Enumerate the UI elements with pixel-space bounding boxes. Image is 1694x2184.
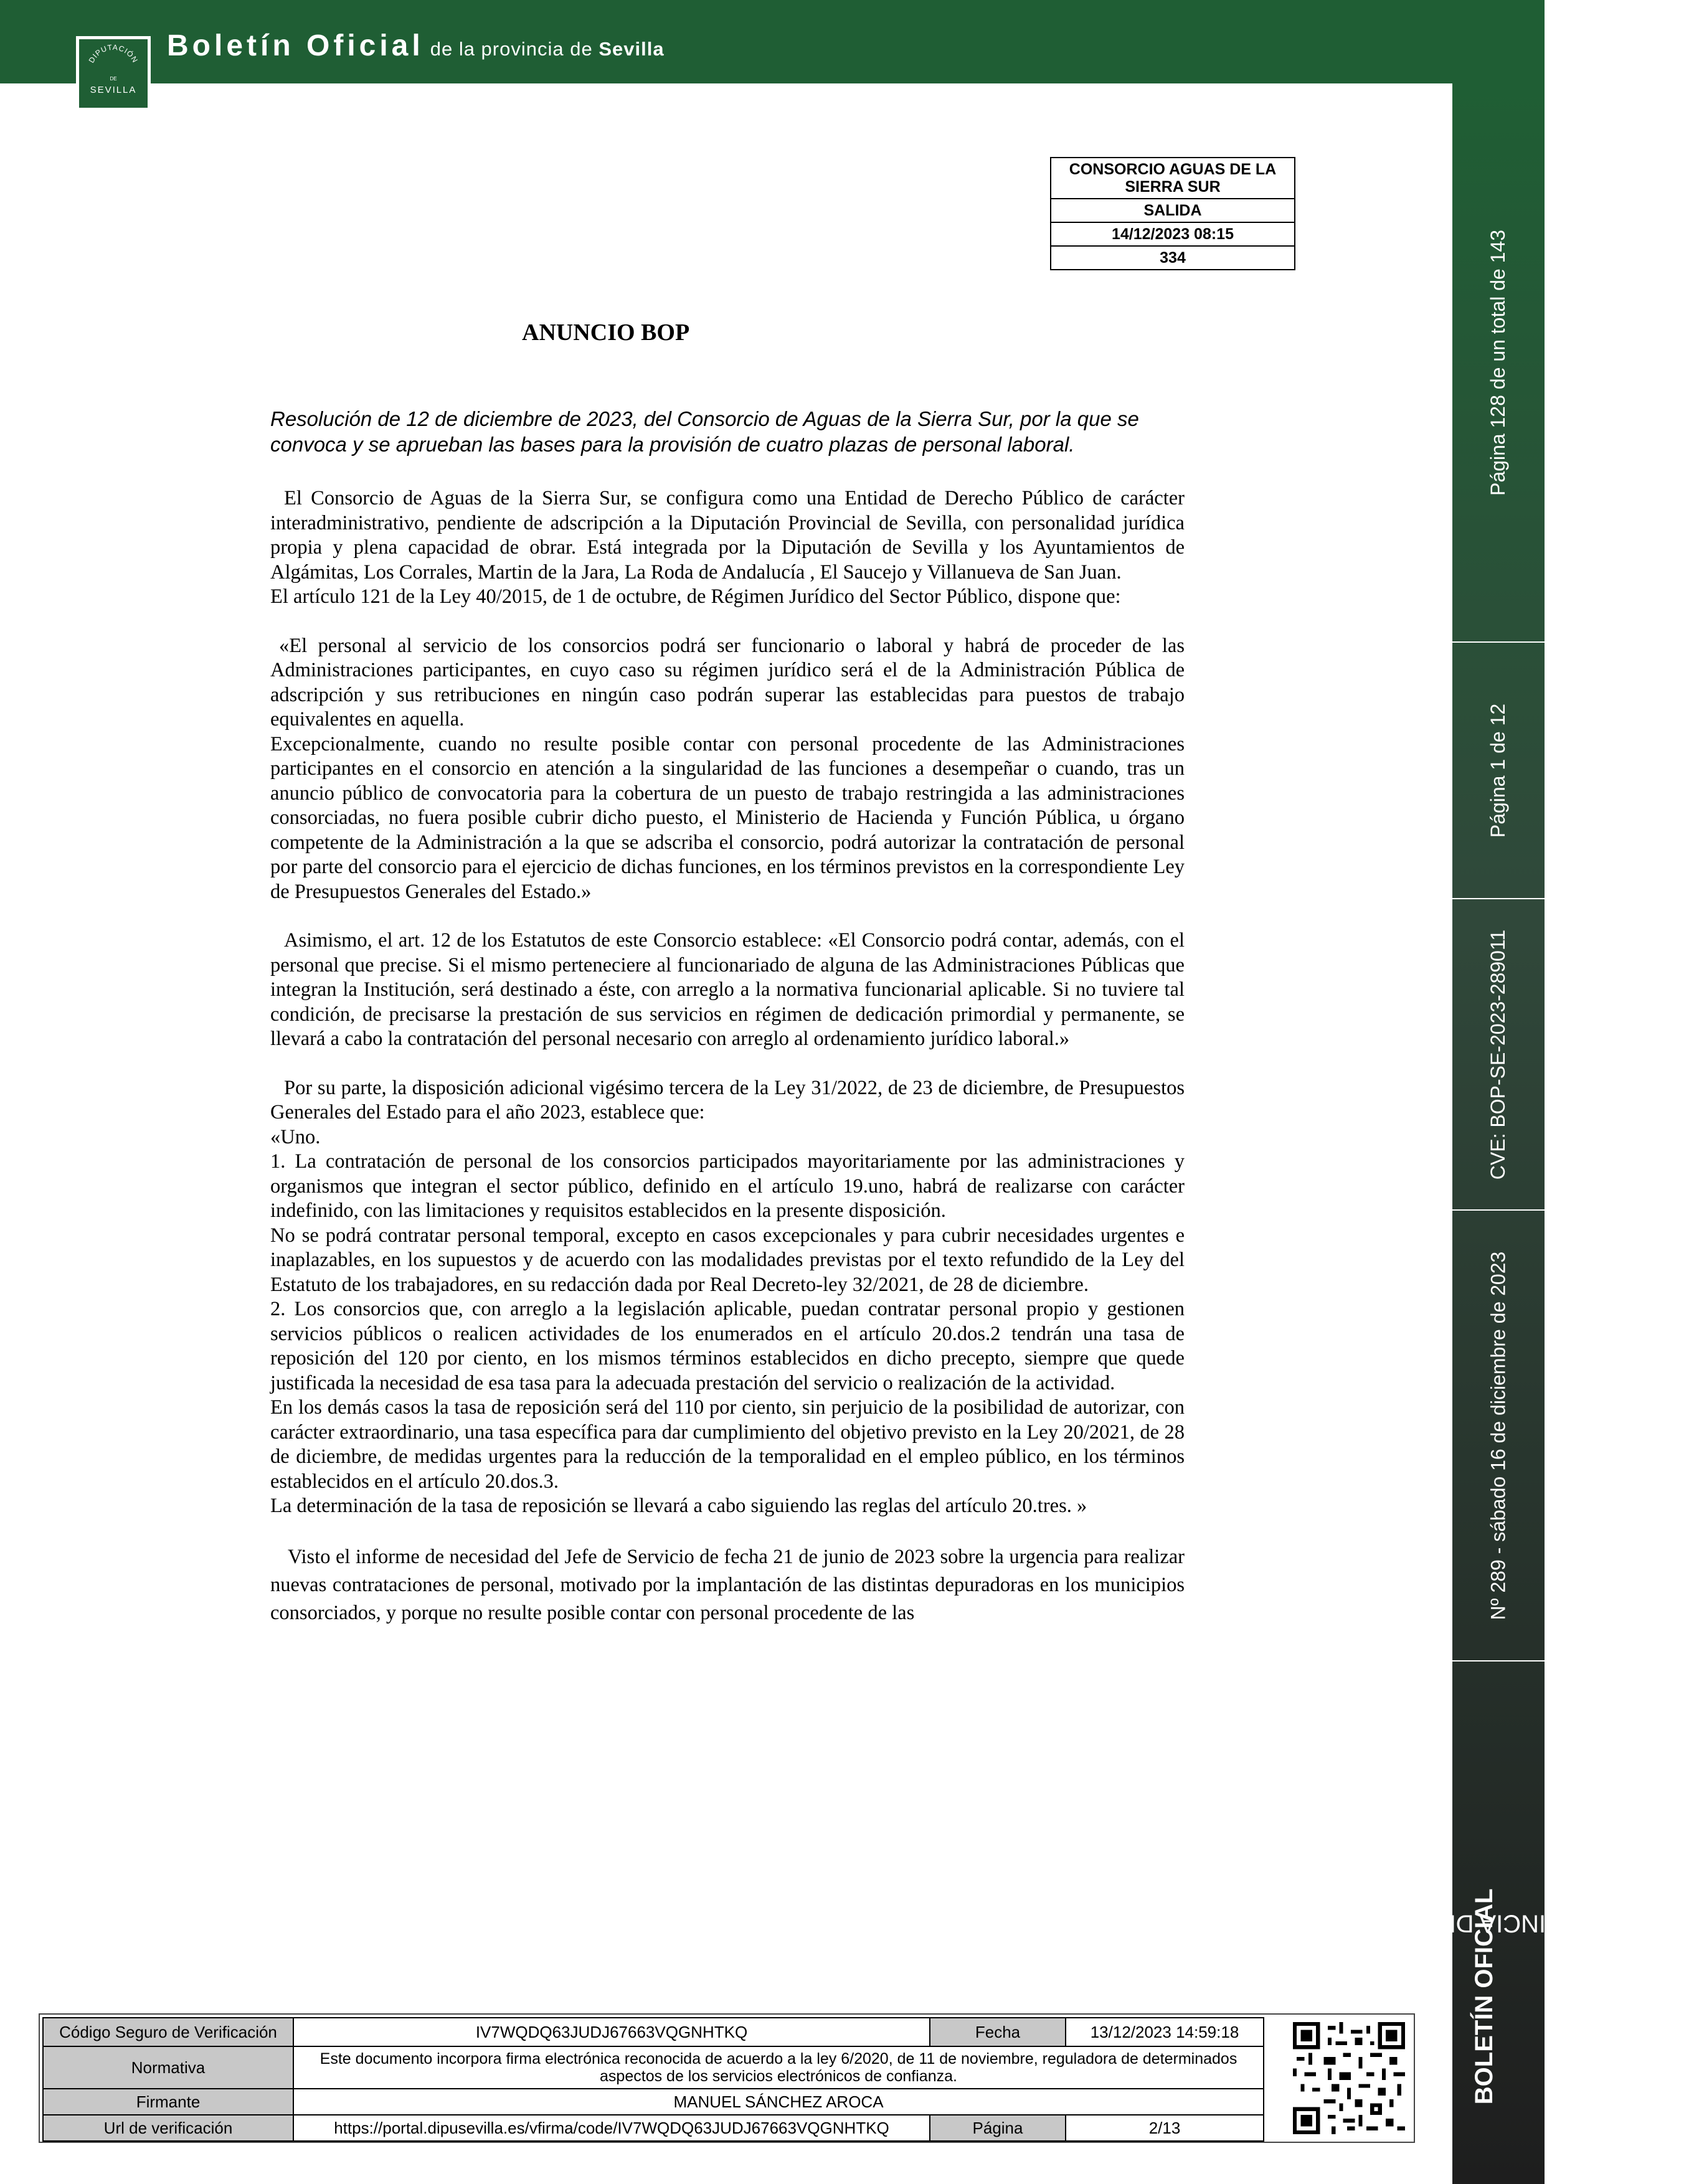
paragraph-3: «El personal al servicio de los consorcios podrá ser funcionario o laboral y habrá de proceder de las Administraciones participantes, en cuyo caso su régimen jurídico será el de la Administración Pública de adscripción y sus retribuciones en ningún caso podrán superar las establecidas para puestos de trabajo equivalentes en aquella.	[270, 634, 1185, 730]
side-page-total	[1452, 83, 1545, 643]
side-issue-text: Nº 289 - sábado 16 de diciembre de 2023	[1487, 1251, 1510, 1620]
paragraph-2: El artículo 121 de la Ley 40/2015, de 1 de octubre, de Régimen Jurídico del Sector Público, dispone que:	[270, 585, 1121, 608]
masthead-title	[167, 29, 665, 63]
stamp-datetime: 14/12/2023 08:15	[1051, 223, 1294, 247]
qr-code-icon	[1293, 2022, 1405, 2134]
masthead-big: Boletín Oficial	[167, 29, 424, 62]
paragraph-11: En los demás casos la tasa de reposición será del 110 por ciento, sin perjuicio de la posibilidad de autorizar, con carácter extraordinario, una tasa específica para dar cumplimiento del objetivo previsto en la Ley 20/2021, de 28 de diciembre, de medidas urgentes para la reducción de la temporalidad en el empleo público, en los términos establecidos en el artículo 20.dos.3.	[270, 1396, 1185, 1493]
side-page-part-text: Página 1 de 12	[1487, 703, 1510, 838]
side-page-total-text: Página 128 de un total de 143	[1487, 229, 1510, 496]
paragraph-9: No se podrá contratar personal temporal, excepto en casos excepcionales y para cubrir necesidades urgentes e inaplazables, en los supuestos y de acuerdo con las modalidades previstas por el texto refundido de la Ley del Estatuto de los trabajadores, en su redacción dada por Real Decreto-ley 32/2021, de 28 de diciembre.	[270, 1224, 1185, 1296]
document-body	[270, 486, 1185, 1627]
registry-stamp	[1050, 157, 1295, 270]
svg-text:DIPUTACIÓN	[87, 43, 140, 65]
diputacion-sevilla-logo	[76, 36, 151, 111]
paragraph-4: Excepcionalmente, cuando no resulte posible contar con personal procedente de las Administraciones participantes en el consorcio en atención a la singularidad de las funciones a desempeñar o cuando, tras un anuncio público de convocatoria para la cobertura de un puesto de trabajo restringida a las administraciones consorciadas, no fuera posible cubrir dicho puesto, el Ministerio de Hacienda y Función Pública, u órgano competente de la Administración a la que se adscriba el consorcio, podrá autorizar la contratación de personal por parte del consorcio para el ejercicio de dichas funciones, en los términos previstos en la correspondiente Ley de Presupuestos Generales del Estado.»	[270, 732, 1185, 903]
normativa-value: Este documento incorpora firma electrónica reconocida de acuerdo a la ley 6/2020, de 11 de noviembre, reguladora de determinados aspectos de los servicios electrónicos de confianza.	[293, 2046, 1264, 2089]
paragraph-8: 1. La contratación de personal de los consorcios participados mayoritariamente por las administraciones y organismos que integran el sector público, definido en el artículo 19.uno, habrá de realizarse con carácter indefinido, con las limitaciones y requisitos establecidos en la presente disposición.	[270, 1150, 1185, 1222]
masthead-small-prefix: de la provincia de	[430, 38, 593, 60]
document-title: ANUNCIO BOP	[522, 319, 690, 346]
paragraph-6: Por su parte, la disposición adicional vigésimo tercera de la Ley 31/2022, de 23 de diciembre, de Presupuestos Generales del Estado para el año 2023, establece que:	[270, 1076, 1185, 1123]
pagina-value: 2/13	[1066, 2115, 1264, 2141]
csv-label: Código Seguro de Verificación	[43, 2018, 293, 2046]
stamp-number: 334	[1160, 249, 1186, 267]
side-cve-text: CVE: BOP-SE-2023-289011	[1487, 929, 1510, 1179]
side-publication-rest: DE LA PROVINCIA DE SEVILLA	[1331, 1909, 1694, 1937]
masthead-small-bold: Sevilla	[599, 38, 665, 60]
verification-table	[42, 2017, 1264, 2142]
logo-top-text: DIPUTACIÓN	[87, 42, 140, 65]
side-cve	[1452, 899, 1545, 1211]
normativa-label: Normativa	[43, 2046, 293, 2089]
side-publication-bold: BOLETÍN OFICIAL	[1470, 1888, 1498, 2104]
firmante-label: Firmante	[43, 2089, 293, 2115]
side-publication-text	[1331, 1741, 1694, 2104]
firmante-value: MANUEL SÁNCHEZ AROCA	[293, 2089, 1264, 2115]
logo-bottom-text: SEVILLA	[90, 85, 137, 95]
paragraph-12: La determinación de la tasa de reposición se llevará a cabo siguiendo las reglas del artículo 20.tres. »	[270, 1495, 1087, 1517]
logo-emblem-icon	[79, 39, 148, 108]
pagina-label: Página	[930, 2115, 1066, 2141]
fecha-label: Fecha	[930, 2018, 1066, 2046]
side-publication	[1331, 1662, 1694, 2184]
paragraph-10: 2. Los consorcios que, con arreglo a la legislación aplicable, puedan contratar personal propio y gestionen servicios públicos o realicen actividades de los enumerados en el artículo 20.dos.2 tendrán una tasa de reposición del 120 por ciento, en los mismos términos establecidos en dicho precepto, siempre que quede justificada la necesidad de esa tasa para la adecuada prestación del servicio o realización de la actividad.	[270, 1298, 1185, 1394]
paragraph-5: Asimismo, el art. 12 de los Estatutos de este Consorcio establece: «El Consorcio podrá contar, además, con el personal que precise. Si el mismo perteneciere al funcionariado de alguna de las Administraciones Públicas que integran la Institución, será destinado a éste, con arreglo a la normativa funcionarial aplicable. Si no tuviere tal condición, de precisarse la prestación de sus servicios en régimen de dedicación primordial y permanente, se llevará a cabo la contratación del personal necesario con arreglo al ordenamiento jurídico laboral.»	[270, 929, 1185, 1050]
verification-footer	[39, 2013, 1415, 2143]
paragraph-7: «Uno.	[270, 1125, 321, 1148]
paragraph-1: El Consorcio de Aguas de la Sierra Sur, se configura como una Entidad de Derecho Público de carácter interadministrativo, pendiente de adscripción a la Diputación Provincial de Sevilla, con personalidad jurídica propia y plena capacidad de obrar. Está integrada por la Diputación de Sevilla y los Ayuntamientos de Algámitas, Los Corrales, Martin de la Jara, La Roda de Andalucía , El Saucejo y Villanueva de San Juan.	[270, 487, 1185, 584]
stamp-entity: CONSORCIO AGUAS DE LA SIERRA SUR	[1051, 158, 1294, 199]
side-band	[1331, 83, 1694, 2184]
url-value[interactable]: https://portal.dipusevilla.es/vfirma/code/IV7WQDQ63JUDJ67663VQGNHTKQ	[293, 2115, 930, 2141]
side-issue	[1452, 1211, 1545, 1662]
fecha-value: 13/12/2023 14:59:18	[1066, 2018, 1264, 2046]
url-label: Url de verificación	[43, 2115, 293, 2141]
stamp-type: SALIDA	[1051, 199, 1294, 223]
logo-mid-text: DE	[110, 76, 117, 82]
side-page-part	[1452, 643, 1545, 899]
csv-value: IV7WQDQ63JUDJ67663VQGNHTKQ	[293, 2018, 930, 2046]
document-subtitle: Resolución de 12 de diciembre de 2023, del Consorcio de Aguas de la Sierra Sur, por la que se convoca y se aprueban las bases para la provisión de cuatro plazas de personal laboral.	[270, 407, 1139, 456]
paragraph-13: Visto el informe de necesidad del Jefe de Servicio de fecha 21 de junio de 2023 sobre la urgencia para realizar nuevas contrataciones de personal, motivado por la implantación de las distintas depuradoras en los municipios consorciados, y porque no resulte posible contar con personal procedente de las	[270, 1545, 1185, 1624]
